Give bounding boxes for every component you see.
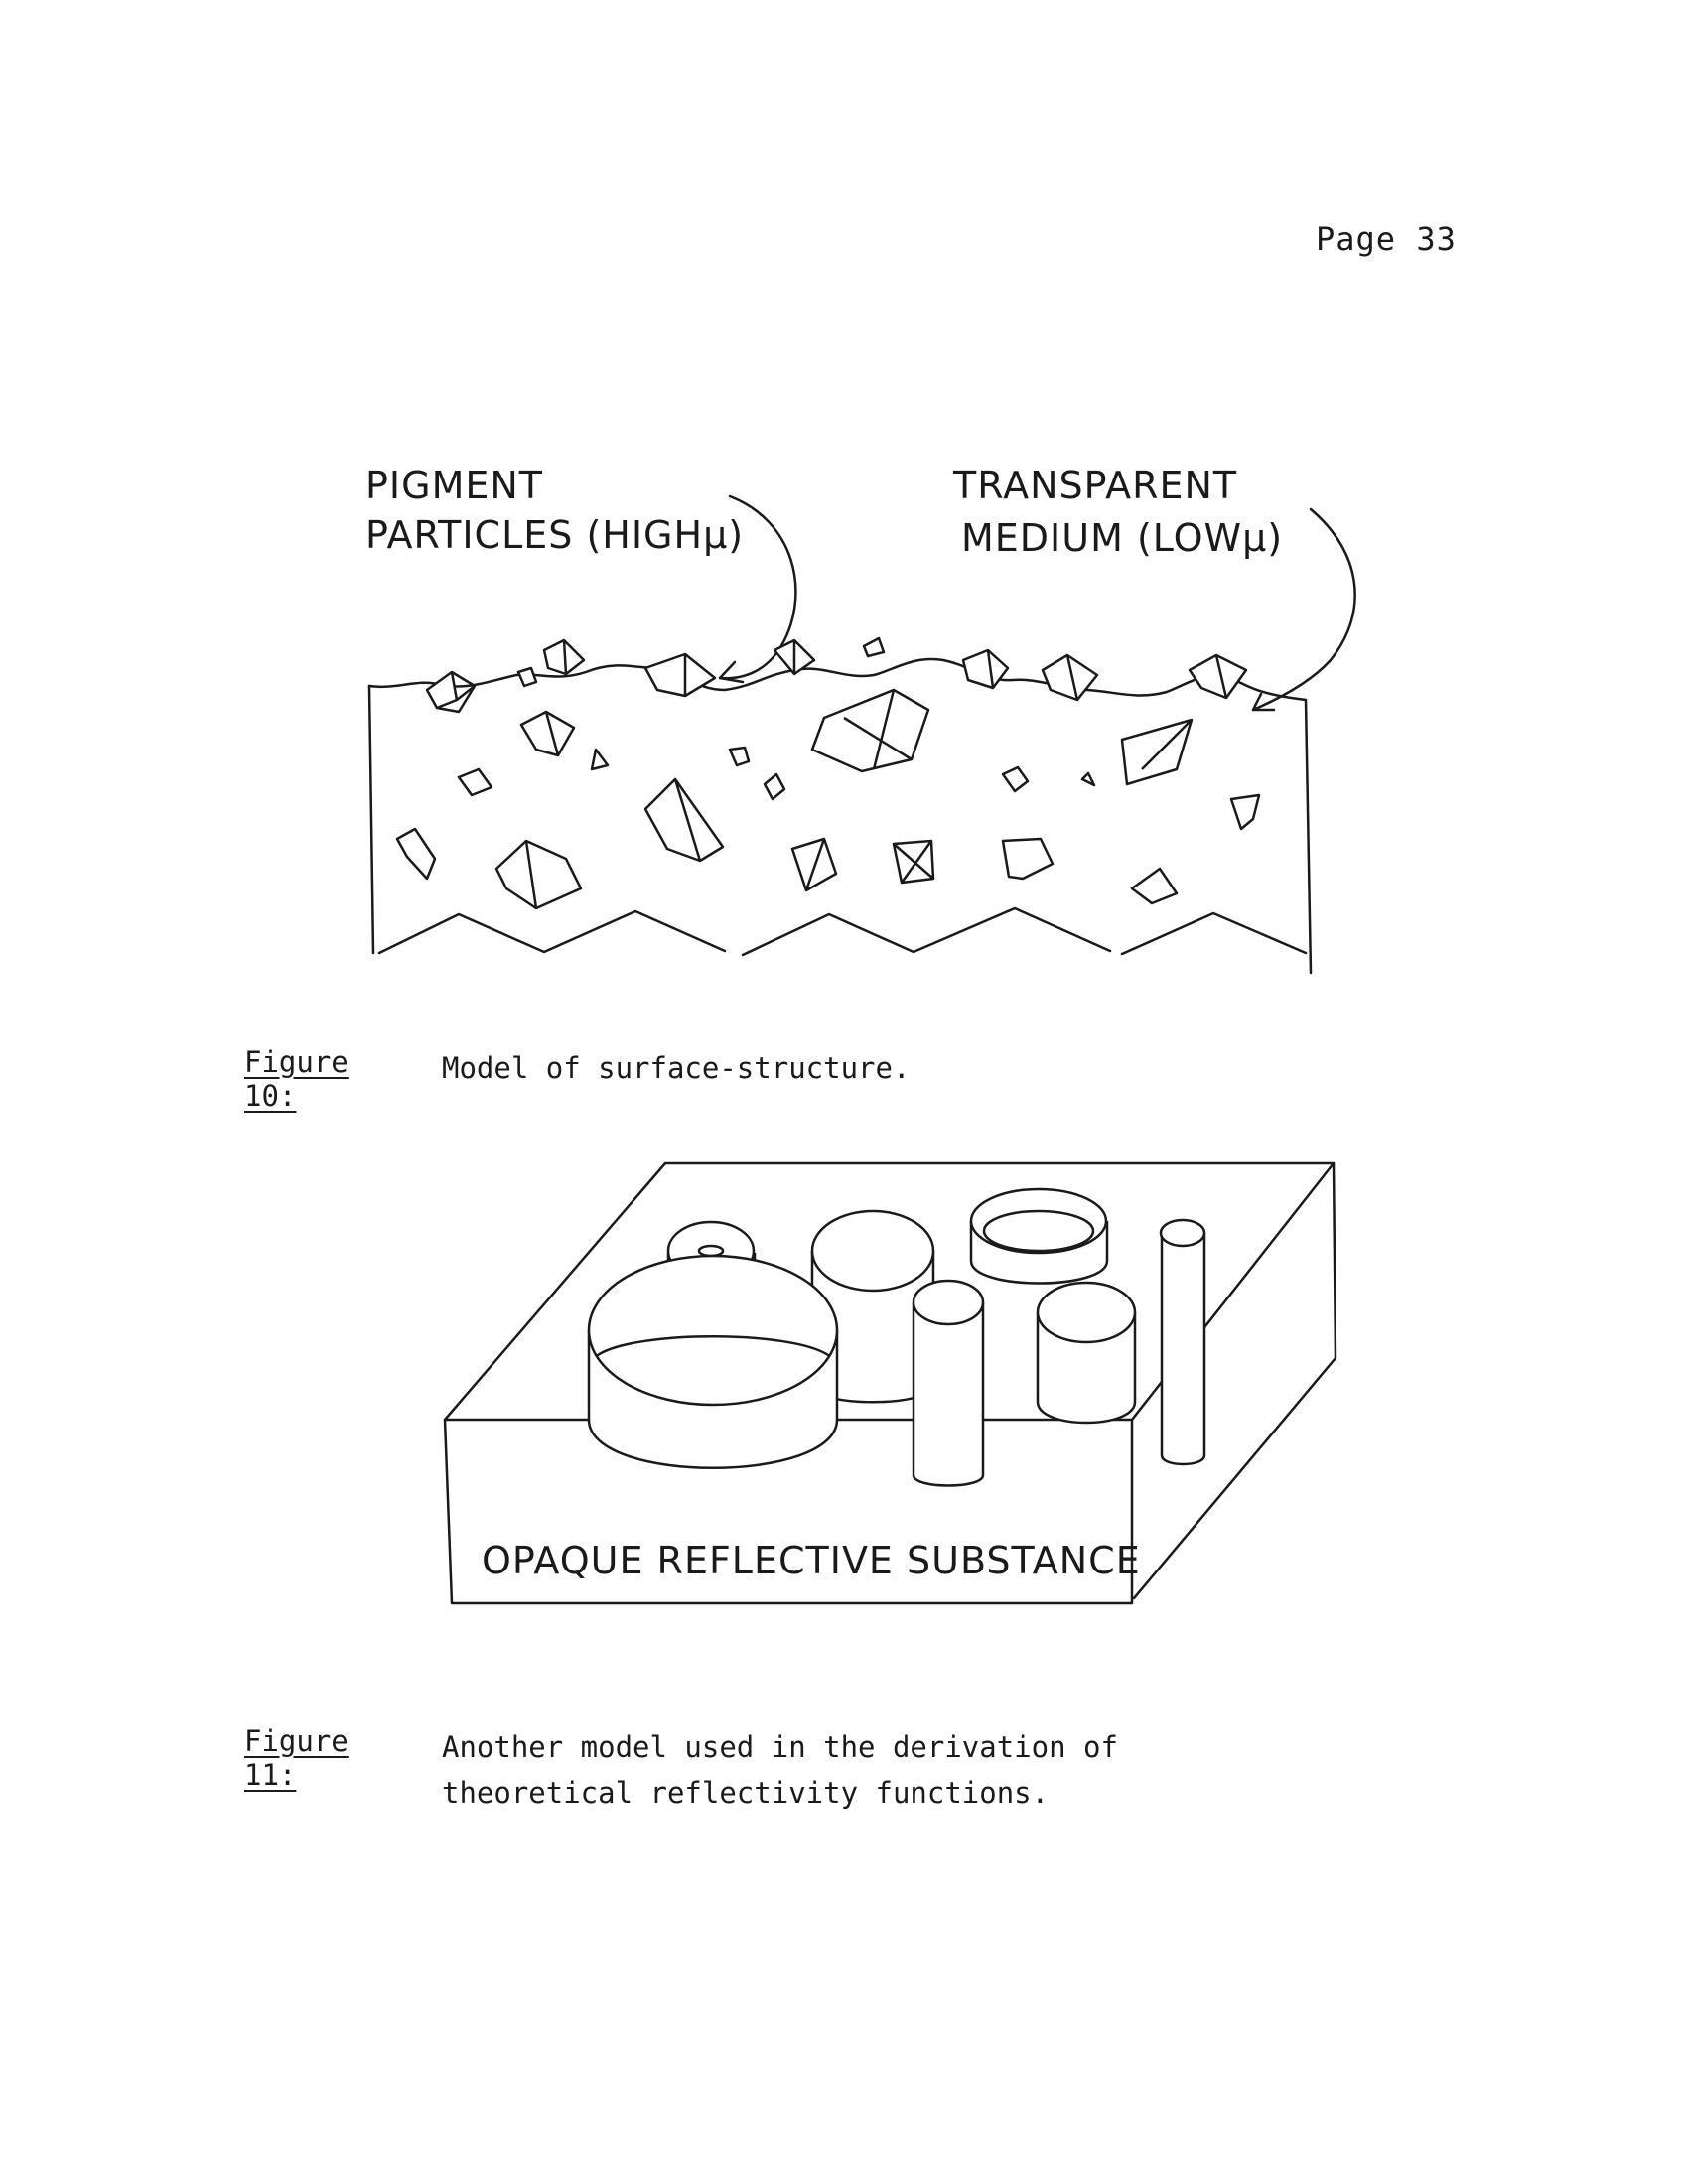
surface-top-line bbox=[369, 659, 1306, 700]
pigment-label-line1: PIGMENT bbox=[365, 464, 544, 507]
pigment-particles bbox=[397, 638, 1259, 908]
block-label: OPAQUE REFLECTIVE SUBSTANCE bbox=[482, 1539, 1141, 1582]
figure-11-opaque-block-drawing bbox=[0, 1142, 1688, 1618]
figure-11-caption-label: Figure 11: bbox=[244, 1724, 349, 1792]
page-number: Page 33 bbox=[1316, 220, 1457, 258]
figure-11-caption-text bbox=[442, 1724, 1118, 1816]
medium-label-line1: TRANSPARENT bbox=[953, 464, 1238, 507]
figure-10-surface-structure-drawing bbox=[0, 452, 1688, 1008]
pigment-label-line2: PARTICLES (HIGHμ) bbox=[365, 513, 745, 557]
figure-11-caption-line2: theoretical reflectivity functions. bbox=[442, 1776, 1050, 1810]
pigment-arrowhead bbox=[720, 662, 743, 682]
cylinders bbox=[589, 1189, 1204, 1486]
figure-10-caption-label: Figure 10: bbox=[244, 1045, 349, 1113]
surface-bottom-zigzag bbox=[379, 908, 1306, 955]
surface-left-edge bbox=[369, 686, 373, 953]
figure-11-caption-line1: Another model used in the derivation of bbox=[442, 1730, 1118, 1764]
medium-label-line2: MEDIUM (LOWμ) bbox=[961, 516, 1284, 560]
figure-10-caption-text: Model of surface-structure. bbox=[442, 1051, 911, 1085]
surface-right-edge bbox=[1306, 700, 1311, 973]
